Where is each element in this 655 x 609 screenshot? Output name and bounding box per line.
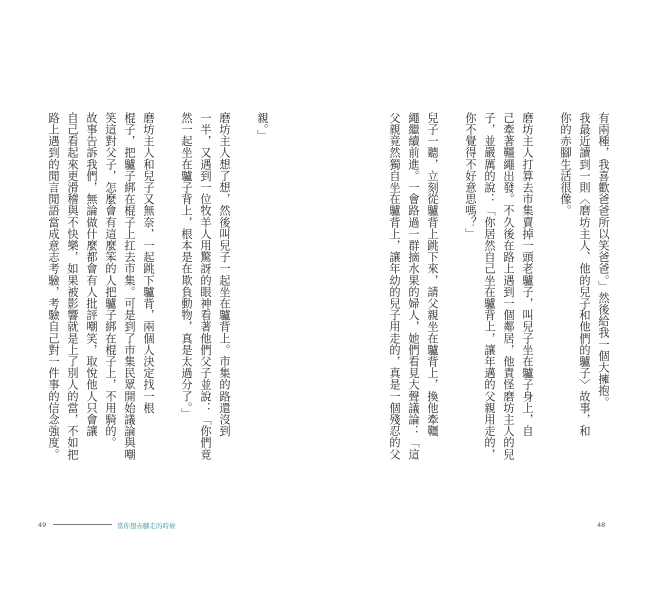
text-column: 我最近讀到一則〈磨坊主人、他的兒子和他們的驢子〉故事，和 <box>578 112 591 437</box>
text-column: 棍子，把驢子綁在棍子上扛去市集。可是到了市集民眾開始議論與嘲 <box>123 112 136 460</box>
text-column: 你的赤腳生活很像。 <box>559 112 572 217</box>
text-column: 兒子一聽，立刻從驢背上跳下來，請父親坐在驢背上，換他牽韁 <box>426 112 439 437</box>
text-column: 磨坊主人打算去市集賣掉一頭老驢子，叫兒子坐在驢子身上，自 <box>521 112 534 437</box>
text-column: 己牽著韁繩出發。不久後在路上遇到一個鄰居，他責怪磨坊主人的兒 <box>502 112 515 460</box>
footer-divider <box>53 524 112 525</box>
text-column: 故事告訴我們，無論做什麼都會有人批評嘲笑，取悅他人只會讓 <box>85 112 98 437</box>
page-number-left: 49 <box>38 521 47 529</box>
running-title: 當你想赤腳走的時候 <box>117 522 176 530</box>
text-column: 自己看起來更滑稽與不快樂，如果被影響就是上了別人的當，不如把 <box>66 112 79 460</box>
text-column: 然一起坐在驢子背上，根本是在欺負動物，真是太過分了。」 <box>180 112 193 420</box>
text-column: 笑這對父子，怎麼會有這麼笨的人把驢子綁在棍子上，不用騎的。 <box>104 112 117 449</box>
text-column: 子，並嚴厲的說：「你居然自己坐在驢背上，讓年邁的父親用走的， <box>483 112 496 460</box>
text-column: 親。」 <box>256 112 269 142</box>
text-column: 磨坊主人和兒子又無奈，一起跳下驢背，兩個人決定找一根 <box>142 112 155 414</box>
text-column: 路上遇到的閒言閒語當成意志考驗，考驗自己對一件事的信念強度。 <box>47 112 60 460</box>
text-column: 你不覺得不好意思嗎？」 <box>464 112 477 240</box>
text-column: 磨坊主人想了想，然後叫兒子一起坐在驢背上。市集的路還沒到 <box>218 112 231 437</box>
page-number-right: 48 <box>597 521 606 529</box>
text-column: 父親竟然獨自坐在驢背上，讓年幼的兒子用走的，真是一個殘忍的父 <box>388 112 401 460</box>
text-column: 有兩種，我喜歡爸爸所以笑爸爸。」然後給我一個大擁抱。 <box>597 112 610 408</box>
text-column: 繩繼續前進。一會路過一群摘水果的婦人，她們看見大聲議論：「這 <box>407 112 420 460</box>
text-column: 一半，又遇到一位牧羊人用驚訝的眼神看著他們父子並說：「你們竟 <box>199 112 212 460</box>
